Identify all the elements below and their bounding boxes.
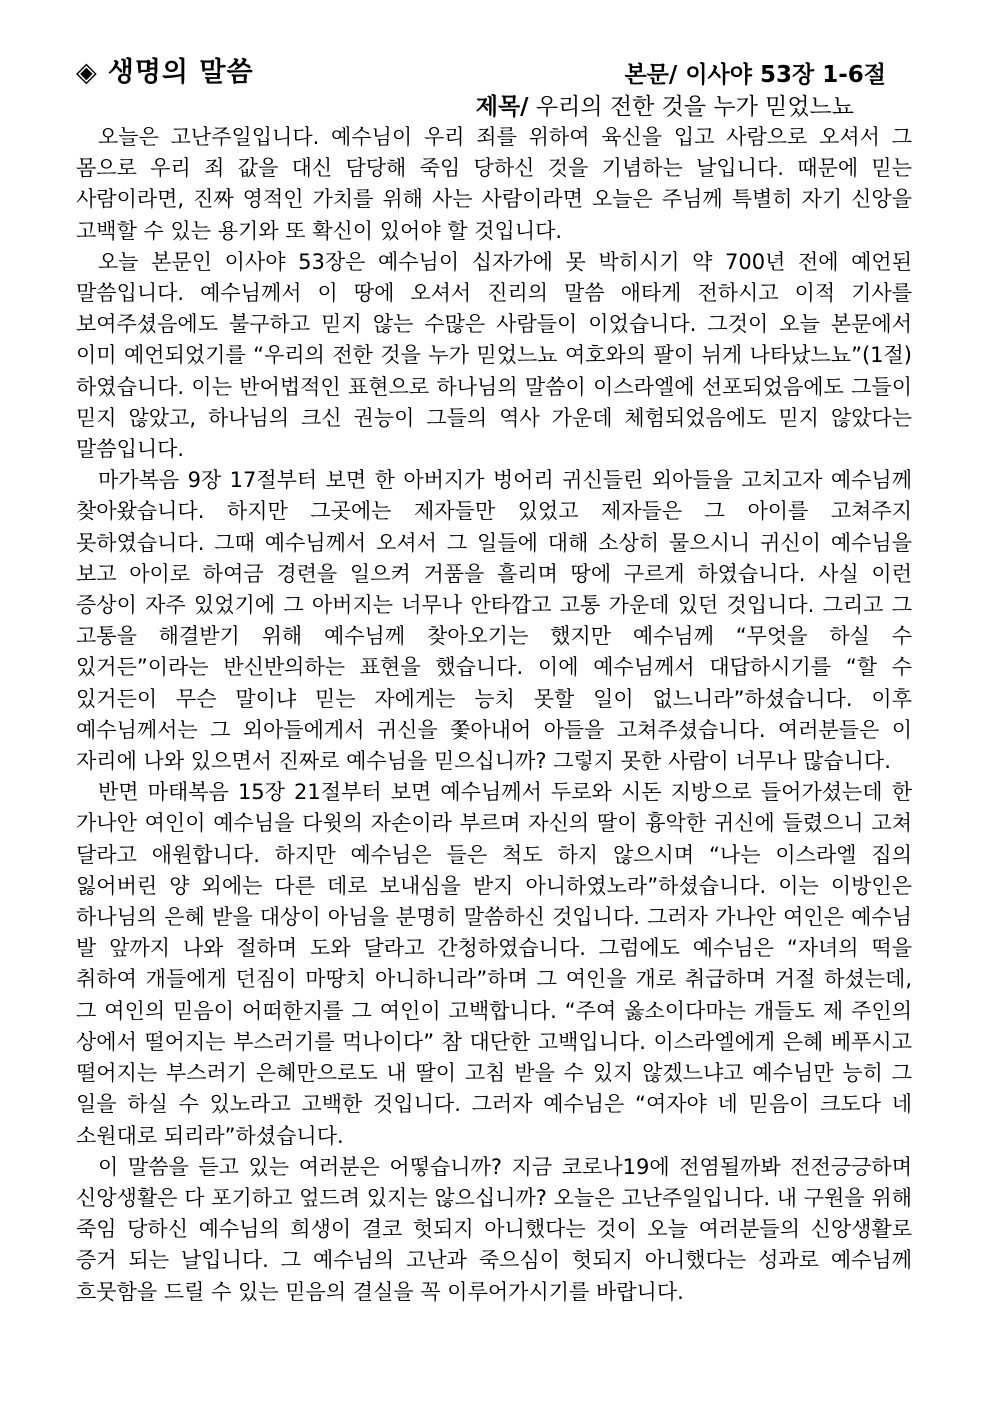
paragraph-3: 마가복음 9장 17절부터 보면 한 아버지가 벙어리 귀신들린 외아들을 고치고자 예수님께 찾아왔습니다. 하지만 그곳에는 제자들만 있었고 제자들은 그 아이를 고쳐주지 못하였습니다. 그때 예수님께서 오셔서 그 일들에 대해 소상히 물으시니 귀신이 예수님을 보고 아이로 하여금 경련을 일으켜 거품을 흘리며 땅에 구르게 하였습니다. 사실 이런 증상이 자주 있었기에 그 아버지는 너무나 안타깝고 고통 가운데 있던 것입니다. 그리고 그 고통을 해결받기 위해 예수님께 찾아오기는 했지만 예수님께 “무엇을 하실 수 있거든”이라는 반신반의하는 표현을 했습니다. 이에 예수님께서 대답하시기를 “할 수 있거든이 무슨 말이냐 믿는 자에게는 능치 못할 일이 없느니라”하셨습니다. 이후 예수님께서는 그 외아들에게서 귀신을 쫓아내어 아들을 고쳐주셨습니다. 여러분들은 이 자리에 나와 있으면서 진짜로 예수님을 믿으십니까? 그렇지 못한 사람이 너무나 많습니다. <box>76 468 912 774</box>
scripture-label: 본문/ <box>624 62 678 88</box>
paragraph-1: 오늘은 고난주일입니다. 예수님이 우리 죄를 위하여 육신을 입고 사람으로 오셔서 그 몸으로 우리 죄 값을 대신 담당해 죽임 당하신 것을 기념하는 날입니다. 때문에 믿는 사람이라면, 진짜 영적인 가치를 위해 사는 사람이라면 오늘은 주님께 특별히 자기 신앙을 고백할 수 있는 용기와 또 확신이 있어야 할 것입니다. <box>76 125 912 243</box>
subject-label: 제목/ <box>475 94 529 120</box>
sermon-body <box>76 122 912 1308</box>
diamond-bullet-icon: ◈ <box>76 57 98 88</box>
scripture-text: 이사야 53장 1-6절 <box>685 62 886 88</box>
subject-text: 우리의 전한 것을 누가 믿었느뇨 <box>535 94 854 120</box>
title-text: 생명의 말씀 <box>107 57 254 88</box>
page-title <box>76 50 254 89</box>
scripture-reference <box>624 56 886 89</box>
paragraph-2: 오늘 본문인 이사야 53장은 예수님이 십자가에 못 박히시기 약 700년 전에 예언된 말씀입니다. 예수님께서 이 땅에 오셔서 진리의 말씀 애타게 전하시고 이적 기사를 보여주셨음에도 불구하고 믿지 않는 수많은 사람들이 이었습니다. 그것이 오늘 본문에서 이미 예언되었기를 “우리의 전한 것을 누가 믿었느뇨 여호와의 팔이 뉘게 나타났느뇨”(1절) 하였습니다. 이는 반어법적인 표현으로 하나님의 말씀이 이스라엘에 선포되었음에도 그들이 믿지 않았고, 하나님의 크신 권능이 그들의 역사 가운데 체험되었음에도 믿지 않았다는 말씀입니다. <box>76 249 912 462</box>
paragraph-4: 반면 마태복음 15장 21절부터 보면 예수님께서 두로와 시돈 지방으로 들어가셨는데 한 가나안 여인이 예수님을 다윗의 자손이라 부르며 자신의 딸이 흉악한 귀신에 들렸으니 고쳐 달라고 애원합니다. 하지만 예수님은 들은 척도 하지 않으시며 “나는 이스라엘 집의 잃어버린 양 외에는 다른 데로 보내심을 받지 아니하였노라”하셨습니다. 이는 이방인은 하나님의 은혜 받을 대상이 아님을 분명히 말씀하신 것입니다. 그러자 가나안 여인은 예수님 발 앞까지 나와 절하며 도와 달라고 간청하였습니다. 그럼에도 예수님은 “자녀의 떡을 취하여 개들에게 던짐이 마땅치 아니하니라”하며 그 여인을 개로 취급하며 거절 하셨는데, 그 여인의 믿음이 어떠한지를 그 여인이 고백합니다. “주여 옳소이다마는 개들도 제 주인의 상에서 떨어지는 부스러기를 먹나이다” 참 대단한 고백입니다. 이스라엘에게 은혜 베푸시고 떨어지는 부스러기 은혜만으로도 내 딸이 고침 받을 수 있지 않겠느냐고 예수님만 능히 그 일을 하실 수 있노라고 고백한 것입니다. 그러자 예수님은 “여자야 네 믿음이 크도다 네 소원대로 되리라”하셨습니다. <box>76 780 912 1148</box>
paragraph-5: 이 말씀을 듣고 있는 여러분은 어떻습니까? 지금 코로나19에 전염될까봐 전전긍긍하며 신앙생활은 다 포기하고 엎드려 있지는 않으십니까? 오늘은 고난주일입니다. 내 구원을 위해 죽임 당하신 예수님의 희생이 결코 헛되지 아니했다는 것이 오늘 여러분들의 신앙생활로 증거 되는 날입니다. 그 예수님의 고난과 죽으심이 헛되지 아니했다는 성과로 예수님께 흐뭇함을 드릴 수 있는 믿음의 결실을 꼭 이루어가시기를 바랍니다. <box>76 1154 912 1304</box>
sermon-subject <box>476 88 854 121</box>
